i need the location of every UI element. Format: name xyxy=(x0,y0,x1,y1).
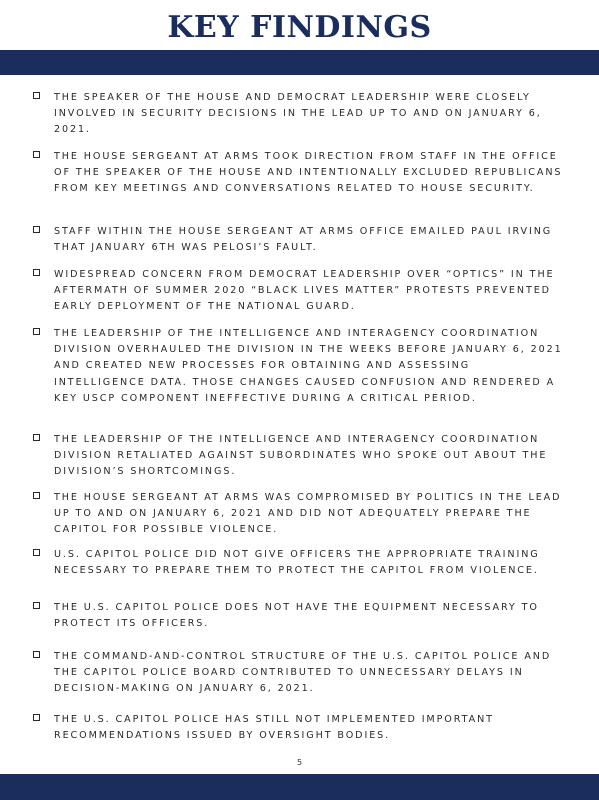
finding-text: THE HOUSE SERGEANT AT ARMS TOOK DIRECTION FROM STAFF IN THE OFFICE OF THE SPEAKER OF THE HOUSE AND INTENTIONALLY EXCLUDED REPUBLICANS FROM KEY MEETINGS AND CONVERSATIONS RELATED TO HOUSE SECURITY. xyxy=(54,151,563,195)
header-band xyxy=(0,50,599,75)
finding-text: THE HOUSE SERGEANT AT ARMS WAS COMPROMISED BY POLITICS IN THE LEAD UP TO AND ON JANUARY 6, 2021 AND DID NOT ADEQUATELY PREPARE THE CAPITOL FOR POSSIBLE VIOLENCE. xyxy=(54,492,562,536)
finding-text: THE LEADERSHIP OF THE INTELLIGENCE AND INTERAGENCY COORDINATION DIVISION OVERHAULED THE DIVISION IN THE WEEKS BEFORE JANUARY 6, 2021 AND CREATED NEW PROCESSES FOR OBTAINING AND ASSESSING INTELLIGENCE DATA. THOSE CHANGES CAUSED CONFUSION AND RENDERED A KEY USCP COMPONENT INEFFECTIVE DURING A CRITICAL PERIOD. xyxy=(54,328,563,404)
checkbox-icon xyxy=(33,328,40,335)
checkbox-icon xyxy=(33,151,40,158)
finding-text: THE U.S. CAPITOL POLICE HAS STILL NOT IMPLEMENTED IMPORTANT RECOMMENDATIONS ISSUED BY OVERSIGHT BODIES. xyxy=(54,714,494,742)
finding-text: WIDESPREAD CONCERN FROM DEMOCRAT LEADERSHIP OVER “OPTICS” IN THE AFTERMATH OF SUMMER 2020 “BLACK LIVES MATTER” PROTESTS PREVENTED EARLY DEPLOYMENT OF THE NATIONAL GUARD. xyxy=(54,269,555,313)
finding-text: THE LEADERSHIP OF THE INTELLIGENCE AND INTERAGENCY COORDINATION DIVISION RETALIATED AGAINST SUBORDINATES WHO SPOKE OUT ABOUT THE DIVISION’S SHORTCOMINGS. xyxy=(54,434,548,478)
page-number: 5 xyxy=(296,758,303,767)
page-title: KEY FINDINGS xyxy=(167,10,432,45)
checkbox-icon xyxy=(33,269,40,276)
checkbox-icon xyxy=(33,602,40,609)
checkbox-icon xyxy=(33,434,40,441)
finding-text: U.S. CAPITOL POLICE DID NOT GIVE OFFICERS THE APPROPRIATE TRAINING NECESSARY TO PREPARE THEM TO PROTECT THE CAPITOL FROM VIOLENCE. xyxy=(54,549,540,577)
checkbox-icon xyxy=(33,226,40,233)
checkbox-icon xyxy=(33,651,40,658)
checkbox-icon xyxy=(33,549,40,556)
checkbox-icon xyxy=(33,492,40,499)
finding-text: THE COMMAND-AND-CONTROL STRUCTURE OF THE U.S. CAPITOL POLICE AND THE CAPITOL POLICE BOARD CONTRIBUTED TO UNNECESSARY DELAYS IN DECISION-MAKING ON JANUARY 6, 2021. xyxy=(54,651,552,695)
finding-text: THE U.S. CAPITOL POLICE DOES NOT HAVE THE EQUIPMENT NECESSARY TO PROTECT ITS OFFICERS. xyxy=(54,602,539,630)
footer-band xyxy=(0,774,599,800)
checkbox-icon xyxy=(33,714,40,721)
checkbox-icon xyxy=(33,92,40,99)
finding-text: STAFF WITHIN THE HOUSE SERGEANT AT ARMS OFFICE EMAILED PAUL IRVING THAT JANUARY 6TH WAS PELOSI’S FAULT. xyxy=(54,226,553,254)
finding-text: THE SPEAKER OF THE HOUSE AND DEMOCRAT LEADERSHIP WERE CLOSELY INVOLVED IN SECURITY DECISIONS IN THE LEAD UP TO AND ON JANUARY 6, 2021. xyxy=(54,92,542,136)
